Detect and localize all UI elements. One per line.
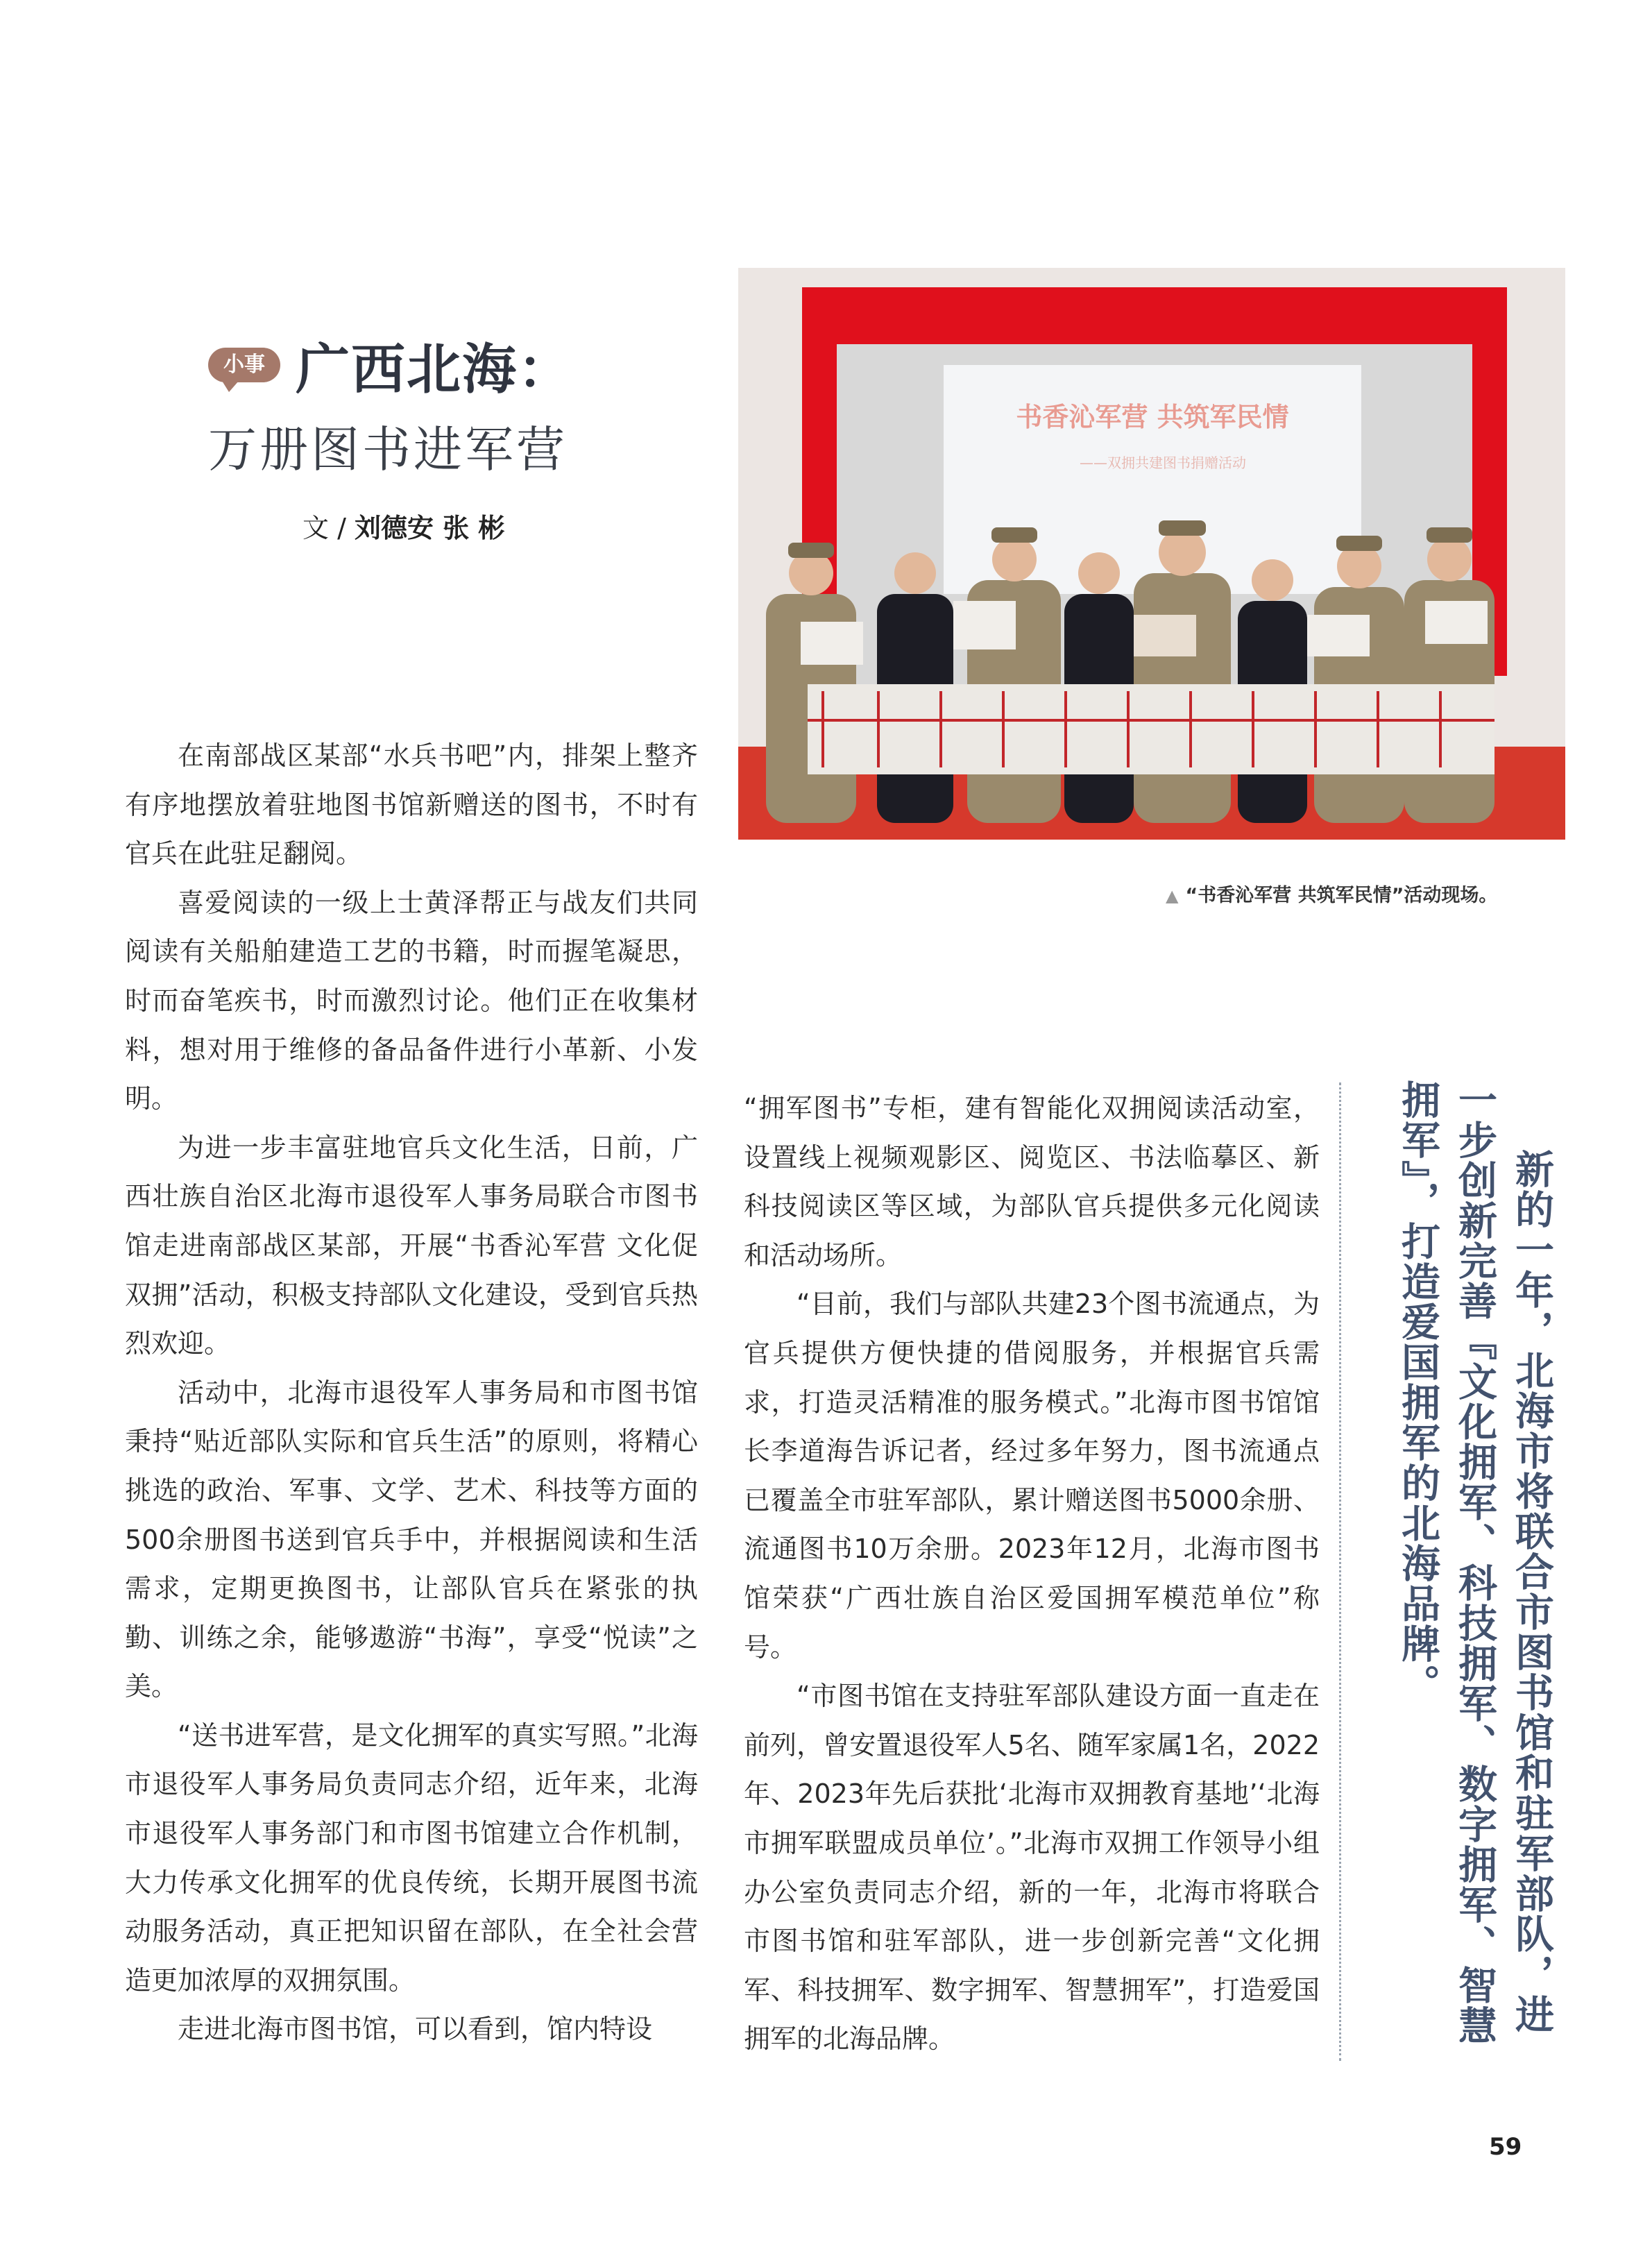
event-photo-illustration: [738, 268, 1565, 840]
paragraph: 喜爱阅读的一级上士黄泽帮正与战友们共同阅读有关船舶建造工艺的书籍，时而握笔凝思，时而奋笔疾书，时而激烈讨论。他们正在收集材料，想对用于维修的备品备件进行小革新、小发明。: [125, 887, 698, 1114]
banner-subtitle: ——双拥共建图书捐赠活动: [1080, 455, 1246, 471]
article-header: [208, 326, 638, 481]
body-column-1: [125, 731, 698, 2054]
caption-triangle-icon: ▲: [1166, 886, 1179, 906]
body-column-2: [744, 1084, 1320, 2064]
byline-prefix: 文 /: [303, 513, 355, 543]
section-tag: 小事: [208, 348, 280, 382]
pull-quote: [1372, 1080, 1560, 2065]
paragraph: 走进北海市图书馆，可以看到，馆内特设: [178, 2014, 653, 2045]
article-title: 广西北海：: [296, 339, 574, 401]
banner-title: 书香沁军营 共筑军民情: [1016, 402, 1289, 432]
caption-text: “书香沁军营 共筑军民情”活动现场。: [1185, 885, 1498, 906]
paragraph: “目前，我们与部队共建23个图书流通点，为官兵提供方便快捷的借阅服务，并根据官兵需求，打造灵活精准的服务模式。”北海市图书馆馆长李道海告诉记者，经过多年努力，图书流通点已覆盖全市驻军部队，累计赠送图书5000余册、流通图书10万余册。2023年12月，北海市图书馆荣获“广西壮族自治区爱国拥军模范单位”称号。: [744, 1289, 1320, 1663]
pull-quote-text: 新的一年，北海市将联合市图书馆和驻军部队，进一步创新完善『文化拥军、科技拥军、数字拥军、智慧拥军』，打造爱国拥军的北海品牌。: [1395, 1080, 1554, 2046]
paragraph: “送书进军营，是文化拥军的真实写照。”北海市退役军人事务局负责同志介绍，近年来，北海市退役军人事务部门和市图书馆建立合作机制，大力传承文化拥军的优良传统，长期开展图书流动服务活动，真正把知识留在部队，在全社会营造更加浓厚的双拥氛围。: [125, 1719, 698, 1996]
article-subtitle: 万册图书进军营: [208, 421, 568, 478]
paragraph: “市图书馆在支持驻军部队建设方面一直走在前列，曾安置退役军人5名、随军家属1名，2022年、2023年先后获批‘北海市双拥教育基地’‘北海市拥军联盟成员单位’。”北海市双拥工作领导小组办公室负责同志介绍，新的一年，北海市将联合市图书馆和驻军部队，进一步创新完善“文化拥军、科技拥军、数字拥军、智慧拥军”，打造爱国拥军的北海品牌。: [744, 1681, 1320, 2055]
paragraph: 活动中，北海市退役军人事务局和市图书馆秉持“贴近部队实际和官兵生活”的原则，将精心挑选的政治、军事、文学、艺术、科技等方面的500余册图书送到官兵手中，并根据阅读和生活需求，定期更换图书，让部队官兵在紧张的执勤、训练之余，能够遨游“书海”，享受“悦读”之美。: [125, 1377, 698, 1702]
byline: [303, 507, 504, 545]
byline-authors: 刘德安 张 彬: [354, 513, 505, 543]
paragraph: 为进一步丰富驻地官兵文化生活，日前，广西壮族自治区北海市退役军人事务局联合市图书馆走进南部战区某部，开展“书香沁军营 文化促双拥”活动，积极支持部队文化建设，受到官兵热烈欢迎。: [125, 1132, 698, 1359]
paragraph: 在南部战区某部“水兵书吧”内，排架上整齐有序地摆放着驻地图书馆新赠送的图书，不时有官兵在此驻足翻阅。: [125, 740, 698, 869]
pull-quote-divider: [1339, 1082, 1341, 2061]
title-row: [208, 326, 638, 404]
page-number: 59: [1489, 2133, 1522, 2161]
paragraph: “拥军图书”专柜，建有智能化双拥阅读活动室，设置线上视频观影区、阅览区、书法临摹区、新科技阅读区等区域，为部队官兵提供多元化阅读和活动场所。: [744, 1093, 1320, 1271]
event-photo: [738, 268, 1565, 840]
photo-caption: [1166, 880, 1497, 907]
